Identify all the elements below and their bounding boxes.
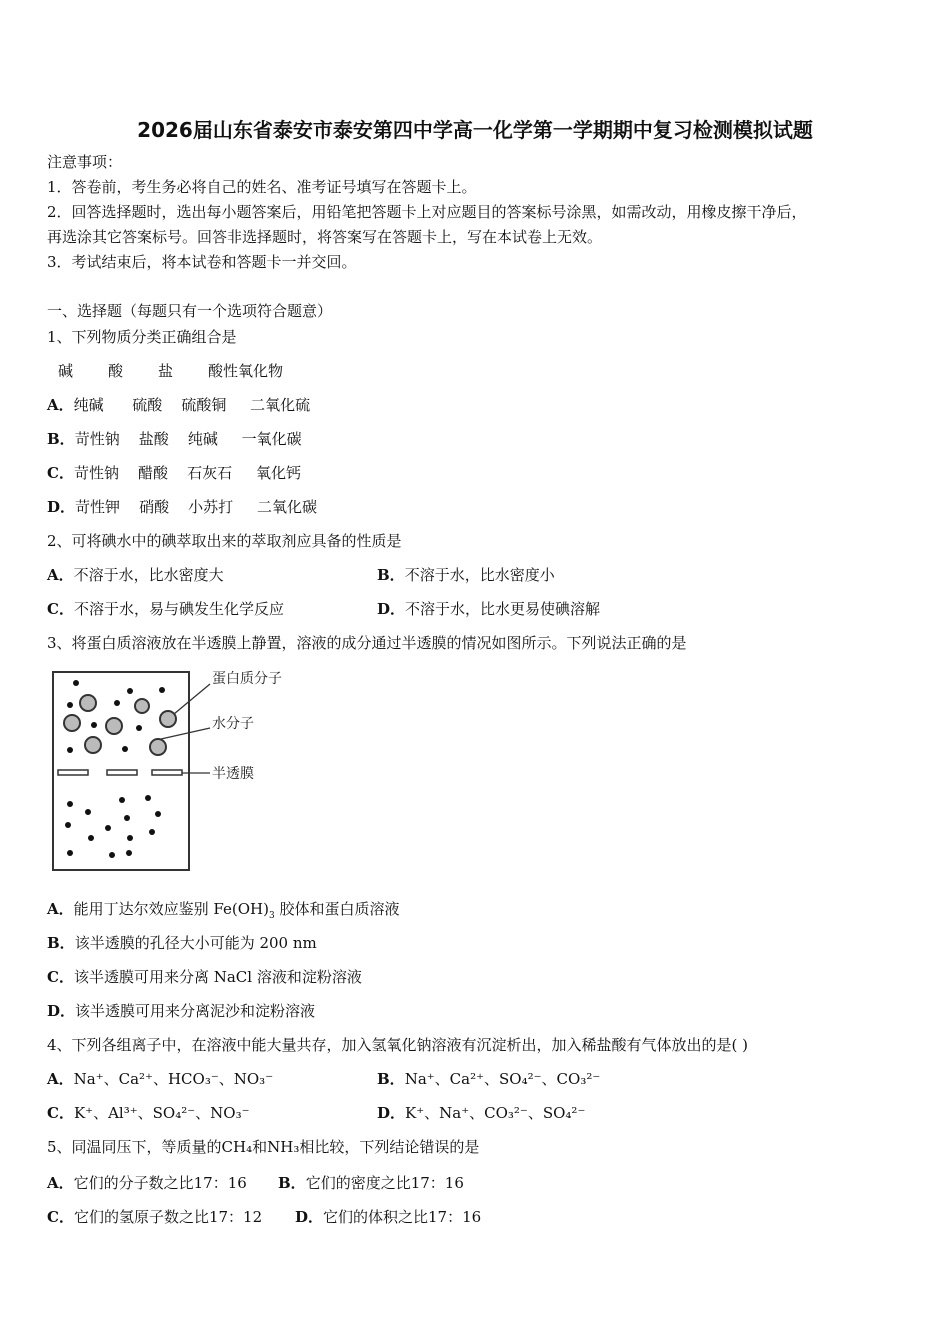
q3-option-a[interactable] <box>47 899 399 926</box>
protein-molecule <box>80 695 96 711</box>
water-molecule <box>159 687 165 693</box>
notice-heading: 注意事项： <box>47 153 123 171</box>
membrane-segment <box>58 770 88 775</box>
q2-option-b[interactable] <box>377 565 555 585</box>
water-molecule <box>85 809 91 815</box>
option-text: 纯碱 硫酸 硫酸铜 二氧化硫 <box>73 396 311 414</box>
option-label: D． <box>377 1104 406 1122</box>
q4-option-c[interactable] <box>47 1103 250 1123</box>
q2-stem: 2、可将碘水中的碘萃取出来的萃取剂应具备的性质是 <box>47 532 402 550</box>
figure-label-membrane: 半透膜 <box>212 766 254 782</box>
option-label: B． <box>377 566 405 584</box>
notice-item-2: 2．回答选择题时，选出每小题答案后，用铅笔把答题卡上对应题目的答案标号涂黑，如需改动，用橡皮擦干净后， <box>47 203 807 221</box>
q1-stem: 1、下列物质分类正确组合是 <box>47 328 237 346</box>
q3-option-c[interactable] <box>47 967 362 987</box>
option-label: D． <box>377 600 406 618</box>
q5-option-d[interactable] <box>295 1207 481 1227</box>
q3-stem: 3、将蛋白质溶液放在半透膜上静置，溶液的成分通过半透膜的情况如图所示。下列说法正确的是 <box>47 634 687 652</box>
q5-stem: 5、同温同压下，等质量的CH₄和NH₃相比较，下列结论错误的是 <box>47 1138 480 1156</box>
q1-header-acid: 酸 <box>108 362 124 380</box>
q1-option-c[interactable] <box>47 463 301 483</box>
option-label: A． <box>47 396 74 414</box>
option-label: C． <box>47 1104 74 1122</box>
option-label: D． <box>47 498 76 516</box>
q1-option-a[interactable] <box>47 395 310 415</box>
option-text: K⁺、Al³⁺、SO₄²⁻、NO₃⁻ <box>73 1104 250 1122</box>
water-molecule <box>145 795 151 801</box>
option-label: B． <box>377 1070 405 1088</box>
protein-molecule <box>106 718 122 734</box>
option-text: 苛性钾 硝酸 小苏打 二氧化碳 <box>75 498 318 516</box>
water-molecule <box>155 811 161 817</box>
figure-label-protein: 蛋白质分子 <box>212 671 282 687</box>
q4-option-b[interactable] <box>377 1069 600 1089</box>
option-text: 不溶于水，比水更易使碘溶解 <box>405 600 601 618</box>
option-text: 它们的密度之比17：16 <box>305 1174 464 1192</box>
q1-header-base: 碱 <box>58 362 74 380</box>
option-label: D． <box>295 1208 324 1226</box>
q1-header-salt: 盐 <box>158 362 174 380</box>
protein-molecule <box>150 739 166 755</box>
option-text: 能用丁达尔效应鉴别 Fe(OH) <box>73 900 269 918</box>
option-text: 它们的氢原子数之比17：12 <box>73 1208 263 1226</box>
option-label: B． <box>47 430 75 448</box>
water-molecule <box>105 825 111 831</box>
option-label: B． <box>278 1174 306 1192</box>
option-subscript: 3 <box>268 911 275 921</box>
protein-molecule <box>64 715 80 731</box>
protein-molecule <box>85 737 101 753</box>
section-heading: 一、选择题（每题只有一个选项符合题意） <box>47 302 333 320</box>
q1-header-oxide: 酸性氧化物 <box>208 362 284 380</box>
water-molecule <box>91 722 97 728</box>
leader-line-water <box>161 728 210 739</box>
q2-option-d[interactable] <box>377 599 600 619</box>
q1-option-b[interactable] <box>47 429 302 449</box>
water-molecule <box>67 801 73 807</box>
q2-option-c[interactable] <box>47 599 284 619</box>
option-text: 不溶于水，易与碘发生化学反应 <box>73 600 284 618</box>
option-text: Na⁺、Ca²⁺、SO₄²⁻、CO₃²⁻ <box>404 1070 601 1088</box>
option-text: 它们的分子数之比17：16 <box>73 1174 247 1192</box>
option-text: 该半透膜的孔径大小可能为 200 nm <box>74 934 317 952</box>
membrane-segment <box>107 770 137 775</box>
water-molecule <box>122 746 128 752</box>
q4-option-d[interactable] <box>377 1103 585 1123</box>
water-molecule <box>124 815 130 821</box>
option-text: Na⁺、Ca²⁺、HCO₃⁻、NO₃⁻ <box>73 1070 274 1088</box>
water-molecule <box>67 747 73 753</box>
water-molecule <box>109 852 115 858</box>
option-label: D． <box>47 1002 76 1020</box>
water-molecule <box>119 797 125 803</box>
water-molecule <box>149 829 155 835</box>
notice-item-2-cont: 再选涂其它答案标号。回答非选择题时，将答案写在答题卡上，写在本试卷上无效。 <box>47 228 603 246</box>
option-text: K⁺、Na⁺、CO₃²⁻、SO₄²⁻ <box>405 1104 586 1122</box>
option-label: C． <box>47 464 74 482</box>
option-label: C． <box>47 600 74 618</box>
q4-stem: 4、下列各组离子中，在溶液中能大量共存，加入氢氧化钠溶液有沉淀析出，加入稀盐酸有气体放出的是( ) <box>47 1036 749 1054</box>
q5-option-c[interactable] <box>47 1207 262 1227</box>
q3-option-b[interactable] <box>47 933 317 953</box>
q1-option-d[interactable] <box>47 497 317 517</box>
membrane-segment <box>152 770 182 775</box>
water-molecule <box>127 835 133 841</box>
q3-option-d[interactable] <box>47 1001 315 1021</box>
option-text: 不溶于水，比水密度小 <box>404 566 555 584</box>
q4-option-a[interactable] <box>47 1069 273 1089</box>
option-label: C． <box>47 1208 74 1226</box>
water-molecule <box>126 850 132 856</box>
q5-option-b[interactable] <box>278 1173 464 1193</box>
water-molecule <box>67 702 73 708</box>
water-molecule <box>88 835 94 841</box>
option-text-tail: 胶体和蛋白质溶液 <box>274 900 400 918</box>
option-text: 苛性钠 醋酸 石灰石 氧化钙 <box>73 464 301 482</box>
protein-molecule <box>135 699 149 713</box>
q2-option-a[interactable] <box>47 565 224 585</box>
page-title: 2026届山东省泰安市泰安第四中学高一化学第一学期期中复习检测模拟试题 <box>137 118 813 142</box>
option-text: 它们的体积之比17：16 <box>323 1208 482 1226</box>
option-label: A． <box>47 566 74 584</box>
water-molecule <box>136 725 142 731</box>
water-molecule <box>127 688 133 694</box>
notice-item-3: 3．考试结束后，将本试卷和答题卡一并交回。 <box>47 253 357 271</box>
option-text: 该半透膜可用来分离泥沙和淀粉溶液 <box>75 1002 316 1020</box>
option-label: B． <box>47 934 75 952</box>
notice-item-1: 1．答卷前，考生务必将自己的姓名、准考证号填写在答题卡上。 <box>47 178 477 196</box>
q5-option-a[interactable] <box>47 1173 247 1193</box>
leader-line-protein <box>174 684 210 714</box>
option-label: C． <box>47 968 74 986</box>
option-text: 该半透膜可用来分离 NaCl 溶液和淀粉溶液 <box>73 968 362 986</box>
water-molecule <box>67 850 73 856</box>
water-molecule <box>114 700 120 706</box>
water-molecule <box>73 680 79 686</box>
q1-header <box>58 361 283 381</box>
semipermeable-membrane-figure <box>50 666 320 876</box>
option-text: 不溶于水，比水密度大 <box>73 566 224 584</box>
water-molecule <box>65 822 71 828</box>
option-label: A． <box>47 900 74 918</box>
option-label: A． <box>47 1070 74 1088</box>
option-label: A． <box>47 1174 74 1192</box>
figure-label-water: 水分子 <box>212 716 254 732</box>
option-text: 苛性钠 盐酸 纯碱 一氧化碳 <box>74 430 302 448</box>
protein-molecule <box>160 711 176 727</box>
